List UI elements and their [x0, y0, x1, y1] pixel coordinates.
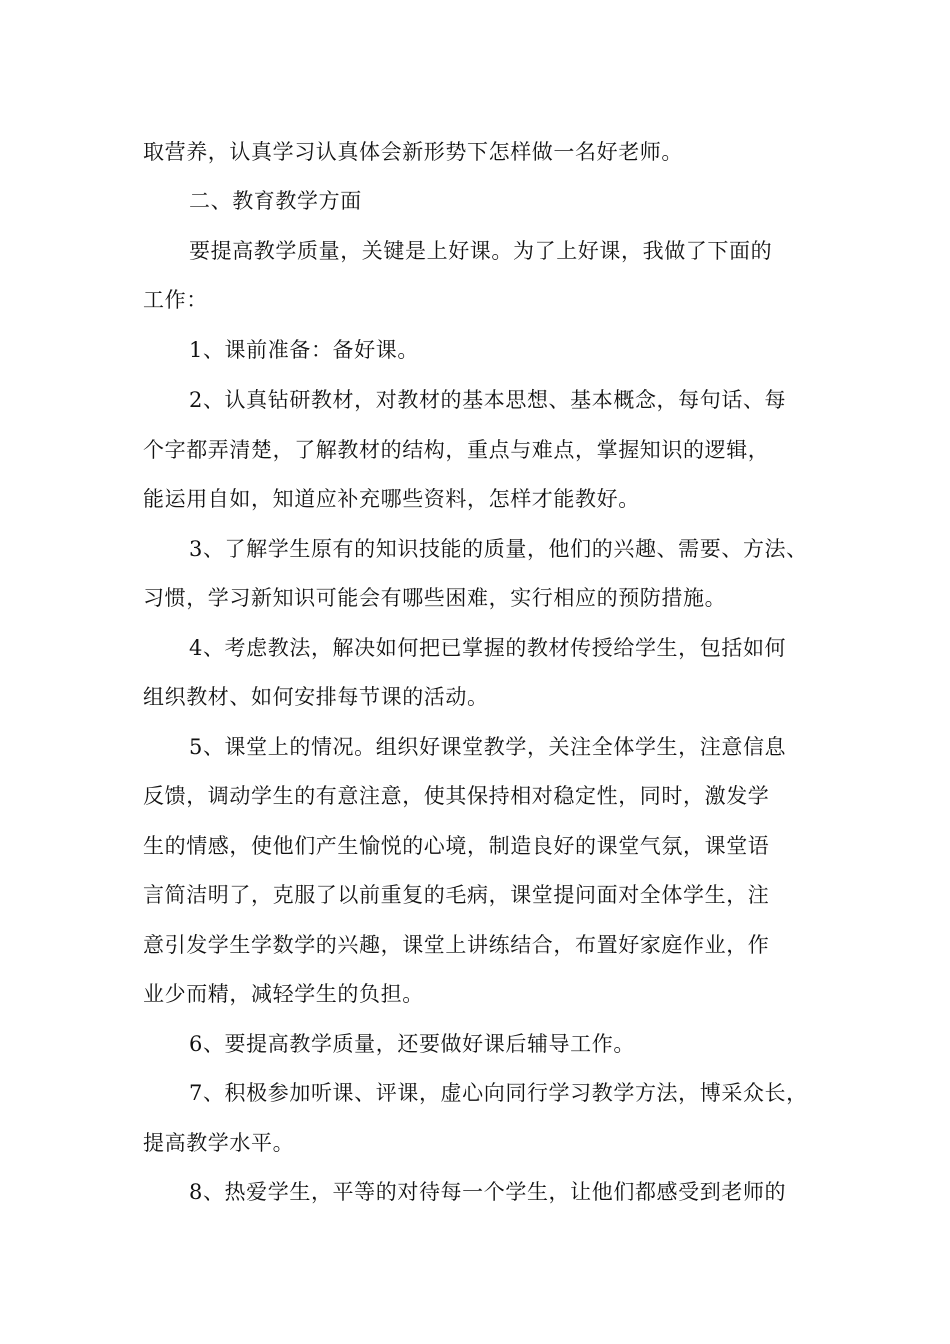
text-line: 4、考虑教法，解决如何把已掌握的教材传授给学生，包括如何: [189, 636, 787, 660]
text-line: 意引发学生学数学的兴趣，课堂上讲练结合，布置好家庭作业，作: [143, 933, 770, 957]
text-line: 个字都弄清楚，了解教材的结构，重点与难点，掌握知识的逻辑，: [143, 438, 770, 462]
text-line: 反馈，调动学生的有意注意，使其保持相对稳定性，同时，激发学: [143, 784, 770, 808]
text-line: 业少而精，减轻学生的负担。: [143, 982, 424, 1006]
text-line: 工作：: [143, 288, 208, 312]
text-line: 要提高教学质量，关键是上好课。为了上好课，我做了下面的: [189, 239, 773, 263]
text-line: 组织教材、如何安排每节课的活动。: [143, 685, 489, 709]
text-line: 取营养，认真学习认真体会新形势下怎样做一名好老师。: [143, 140, 683, 164]
text-line: 8、热爱学生，平等的对待每一个学生，让他们都感受到老师的: [189, 1180, 787, 1204]
text-line: 2、认真钻研教材，对教材的基本思想、基本概念，每句话、每: [189, 388, 787, 412]
section-heading: 二、教育教学方面: [189, 189, 362, 213]
text-line: 6、要提高教学质量，还要做好课后辅导工作。: [189, 1032, 635, 1056]
text-line: 言简洁明了，克服了以前重复的毛病，课堂提问面对全体学生，注: [143, 883, 770, 907]
text-line: 提高教学水平。: [143, 1131, 295, 1155]
text-line: 能运用自如，知道应补充哪些资料，怎样才能教好。: [143, 487, 640, 511]
text-line: 生的情感，使他们产生愉悦的心境，制造良好的课堂气氛，课堂语: [143, 834, 770, 858]
text-line: 1、课前准备：备好课。: [189, 338, 419, 362]
text-line: 3、了解学生原有的知识技能的质量，他们的兴趣、需要、方法、: [189, 537, 808, 561]
text-line: 5、课堂上的情况。组织好课堂教学，关注全体学生，注意信息: [189, 735, 787, 759]
text-line: 习惯，学习新知识可能会有哪些困难，实行相应的预防措施。: [143, 586, 727, 610]
text-line: 7、积极参加听课、评课，虚心向同行学习教学方法，博采众长，: [189, 1081, 808, 1105]
